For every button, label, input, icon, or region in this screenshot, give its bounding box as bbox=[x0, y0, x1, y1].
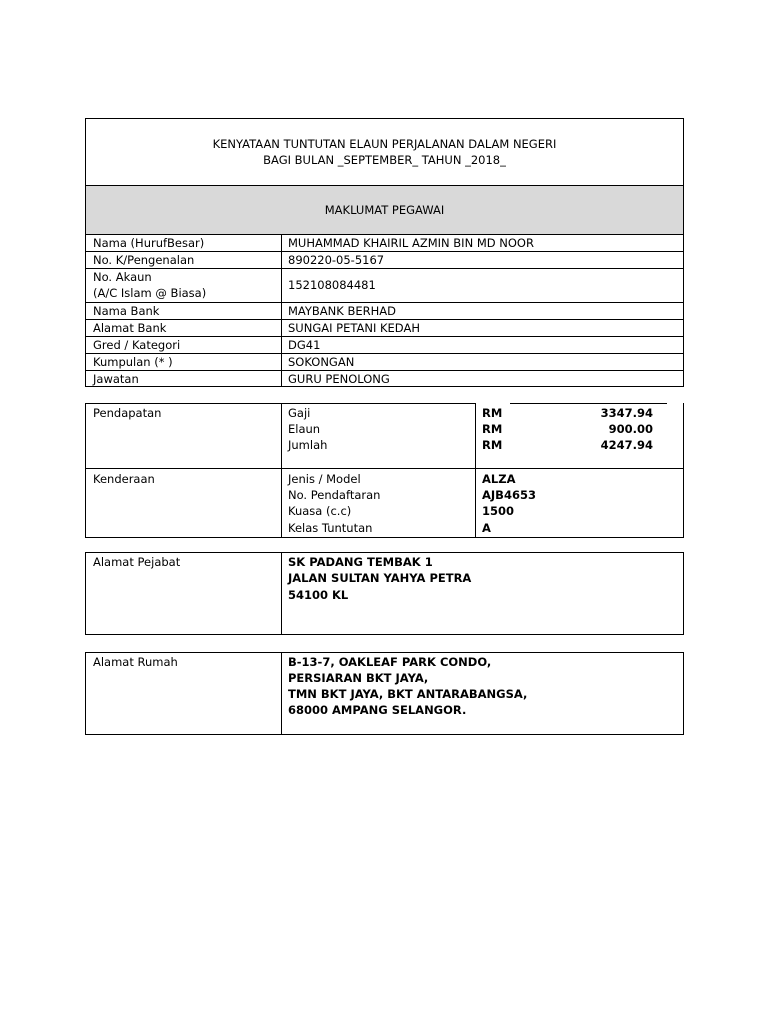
employee-value-bank: MAYBANK BERHAD bbox=[288, 304, 396, 318]
vehicle-value-class: A bbox=[482, 521, 491, 535]
income-currency-allowance: RM bbox=[482, 422, 503, 436]
income-label: Pendapatan bbox=[93, 406, 162, 420]
employee-label-bank: Nama Bank bbox=[93, 304, 160, 318]
employee-label-grade: Gred / Kategori bbox=[93, 338, 181, 352]
row-line bbox=[85, 251, 684, 252]
income-amount-salary: 3347.94 bbox=[600, 406, 653, 420]
income-item-salary: Gaji bbox=[288, 406, 311, 420]
income-mid-divider bbox=[281, 403, 282, 538]
vehicle-item-model: Jenis / Model bbox=[288, 472, 361, 486]
employee-value-group: SOKONGAN bbox=[288, 355, 355, 369]
employee-value-grade: DG41 bbox=[288, 338, 321, 352]
income-amount-allowance: 900.00 bbox=[608, 422, 653, 436]
row-line bbox=[85, 319, 684, 320]
form-title: KENYATAAN TUNTUTAN ELAUN PERJALANAN DALAM NEGERI bbox=[212, 137, 557, 151]
employee-label-ic: No. K/Pengenalan bbox=[93, 253, 195, 267]
home-address-label: Alamat Rumah bbox=[93, 655, 178, 669]
income-right-border bbox=[683, 403, 684, 538]
vehicle-value-capacity: 1500 bbox=[482, 504, 515, 518]
office-address-line-1: SK PADANG TEMBAK 1 bbox=[288, 555, 433, 569]
vehicle-item-class: Kelas Tuntutan bbox=[288, 521, 373, 535]
employee-label-group: Kumpulan (* ) bbox=[93, 355, 173, 369]
income-top-line-right bbox=[510, 403, 667, 404]
income-item-total: Jumlah bbox=[288, 438, 328, 452]
office-address-line-3: 54100 KL bbox=[288, 588, 349, 602]
vehicle-item-registration: No. Pendaftaran bbox=[288, 488, 381, 502]
vehicle-value-registration: AJB4653 bbox=[482, 488, 536, 502]
row-line bbox=[85, 353, 684, 354]
vehicle-label: Kenderaan bbox=[93, 472, 155, 486]
office-address-divider bbox=[281, 552, 282, 635]
vehicle-value-model: ALZA bbox=[482, 472, 516, 486]
income-currency-total: RM bbox=[482, 438, 503, 452]
office-address-line-2: JALAN SULTAN YAHYA PETRA bbox=[288, 571, 472, 585]
office-address-label: Alamat Pejabat bbox=[93, 555, 181, 569]
income-item-allowance: Elaun bbox=[288, 422, 321, 436]
employee-label-account-type: (A/C Islam @ Biasa) bbox=[93, 286, 207, 300]
home-address-line-2: PERSIARAN BKT JAYA, bbox=[288, 671, 429, 685]
form-period: BAGI BULAN _SEPTEMBER_ TAHUN _2018_ bbox=[263, 153, 506, 167]
employee-label-name: Nama (HurufBesar) bbox=[93, 236, 205, 250]
row-line bbox=[85, 336, 684, 337]
row-line bbox=[85, 302, 684, 303]
vehicle-bottom-line bbox=[85, 537, 684, 538]
employee-value-account: 152108084481 bbox=[288, 278, 376, 292]
employee-value-bank-address: SUNGAI PETANI KEDAH bbox=[288, 321, 420, 335]
income-right-divider bbox=[475, 403, 476, 538]
home-address-line-3: TMN BKT JAYA, BKT ANTARABANGSA, bbox=[288, 687, 528, 701]
employee-table-divider bbox=[281, 234, 282, 387]
vehicle-item-capacity: Kuasa (c.c) bbox=[288, 504, 352, 518]
row-line bbox=[85, 268, 684, 269]
section-title: MAKLUMAT PEGAWAI bbox=[324, 203, 445, 217]
employee-label-account: No. Akaun bbox=[93, 270, 152, 284]
home-address-line-1: B-13-7, OAKLEAF PARK CONDO, bbox=[288, 655, 492, 669]
employee-value-position: GURU PENOLONG bbox=[288, 372, 390, 386]
employee-label-position: Jawatan bbox=[93, 372, 139, 386]
employee-value-ic: 890220-05-5167 bbox=[288, 253, 385, 267]
income-top-line-left bbox=[85, 403, 475, 404]
income-amount-total: 4247.94 bbox=[600, 438, 653, 452]
home-address-divider bbox=[281, 652, 282, 735]
income-vehicle-separator bbox=[85, 468, 684, 469]
employee-label-bank-address: Alamat Bank bbox=[93, 321, 167, 335]
income-left-border bbox=[85, 403, 86, 538]
home-address-line-4: 68000 AMPANG SELANGOR. bbox=[288, 703, 467, 717]
income-currency-salary: RM bbox=[482, 406, 503, 420]
row-line bbox=[85, 370, 684, 371]
employee-value-name: MUHAMMAD KHAIRIL AZMIN BIN MD NOOR bbox=[288, 236, 534, 250]
